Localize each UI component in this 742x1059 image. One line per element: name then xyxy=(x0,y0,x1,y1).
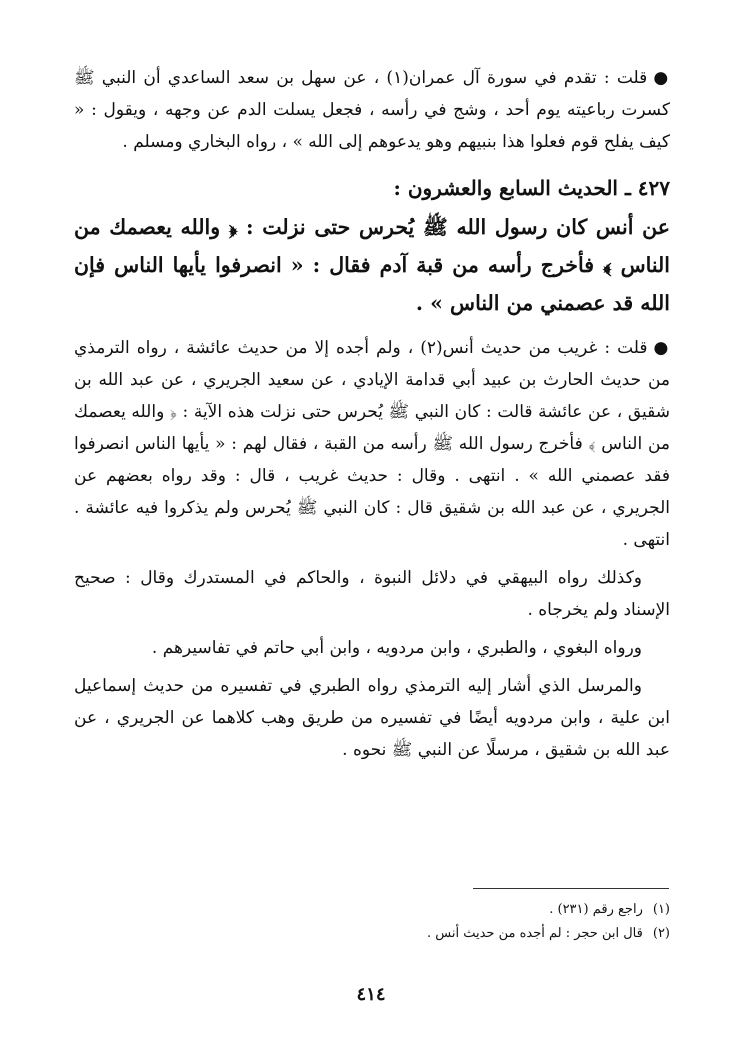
footnote-divider xyxy=(473,888,669,889)
footnotes xyxy=(300,898,670,946)
paragraph-1 xyxy=(74,62,670,158)
paragraph-2-text: قلت : غريب من حديث أنس(٢) ، ولم أجده إلا من حديث عائشة ، رواه الترمذي من حديث الحارث بن عبيد أبي قدامة الإيادي ، عن سعيد الجريري ، عن عبد الله بن شقيق ، عن عائشة قالت : كان النبي ﷺ يُحرس حتى نزلت هذه الآية : ﴿ والله يعصمك من الناس ﴾ فأخرج رسول الله ﷺ رأسه من القبة ، فقال لهم : « يأيها الناس انصرفوا فقد عصمني الله » . انتهى . وقال : حديث غريب ، قال : وقد رواه بعضهم عن الجريري ، عن عبد الله بن شقيق قال : كان النبي ﷺ يُحرس ولم يذكروا فيه عائشة . انتهى . xyxy=(74,338,670,550)
footnote-2-text: قال ابن حجر : لم أجده من حديث أنس . xyxy=(427,926,643,941)
page-number: ٤١٤ xyxy=(356,984,386,1005)
footnote-2-number: (٢) xyxy=(652,926,670,941)
paragraph-4: ورواه البغوي ، والطبري ، وابن مردويه ، وابن أبي حاتم في تفاسيرهم . xyxy=(151,638,642,658)
footnote-1 xyxy=(300,898,670,922)
footnote-1-text: راجع رقم (٢٣١) . xyxy=(549,902,643,917)
bullet-icon: ● xyxy=(653,338,670,358)
paragraph-2 xyxy=(74,332,670,556)
footnote-1-number: (١) xyxy=(652,902,670,917)
bullet-icon: ● xyxy=(653,68,670,88)
paragraph-5: والمرسل الذي أشار إليه الترمذي رواه الطبري في تفسيره من حديث إسماعيل ابن علية ، وابن مردويه أيضًا في تفسيره من طريق وهب كلاهما عن الجريري ، عن عبد الله بن شقيق ، مرسلًا عن النبي ﷺ نحوه . xyxy=(74,676,670,760)
footnote-2 xyxy=(300,922,670,946)
paragraph-3: وكذلك رواه البيهقي في دلائل النبوة ، والحاكم في المستدرك وقال : صحيح الإسناد ولم يخرجاه . xyxy=(74,568,670,620)
page-body xyxy=(74,62,670,772)
paragraph-1-text: قلت : تقدم في سورة آل عمران(١) ، عن سهل بن سعد الساعدي أن النبي ﷺ كسرت رباعيته يوم أحد ، وشج في رأسه ، فجعل يسلت الدم عن وجهه ، ويقول : « كيف يفلح قوم فعلوا هذا بنبيهم وهو يدعوهم إلى الله » ، رواه البخاري ومسلم . xyxy=(74,68,670,152)
hadith-heading: ٤٢٧ ـ الحديث السابع والعشرون : xyxy=(393,176,670,200)
hadith-text: عن أنس كان رسول الله ﷺ يُحرس حتى نزلت : ﴿ والله يعصمك من الناس ﴾ فأخرج رأسه من قبة آدم فقال : « انصرفوا يأيها الناس فإن الله قد عصمني من الناس » . xyxy=(74,215,670,315)
